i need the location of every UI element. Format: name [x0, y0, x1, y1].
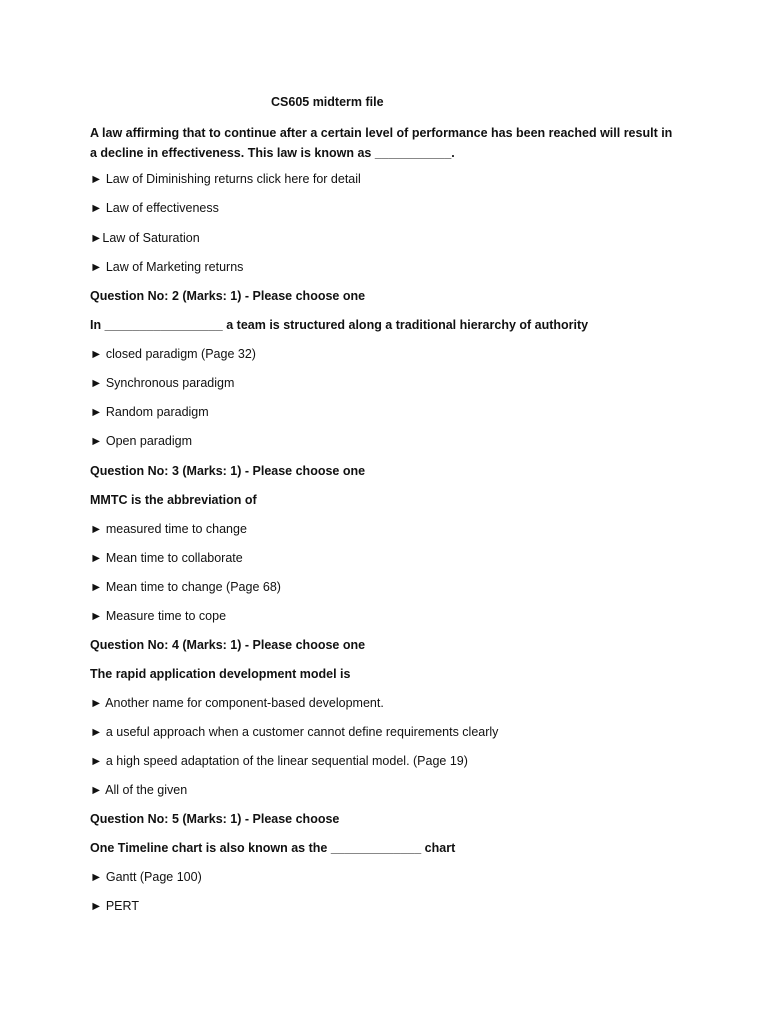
question-5-header: Question No: 5 (Marks: 1) - Please choose [90, 812, 340, 826]
question-3-header: Question No: 3 (Marks: 1) - Please choose one [90, 464, 366, 478]
q2-option-b: ► Synchronous paradigm [90, 376, 235, 390]
q2-option-a: ► closed paradigm (Page 32) [90, 347, 256, 361]
question-2-text: In _________________ a team is structured along a traditional hierarchy of authority [90, 318, 589, 332]
question-4-text: The rapid application development model is [90, 667, 351, 681]
q1-option-c: ►Law of Saturation [90, 231, 200, 245]
q3-option-b: ► Mean time to collaborate [90, 551, 243, 565]
q4-option-b: ► a useful approach when a customer cannot define requirements clearly [90, 725, 499, 739]
document-title: CS605 midterm file [271, 95, 384, 109]
q3-option-c: ► Mean time to change (Page 68) [90, 580, 281, 594]
question-5-text: One Timeline chart is also known as the _____________ chart [90, 841, 456, 855]
q1-option-d: ► Law of Marketing returns [90, 260, 244, 274]
q5-option-b: ► PERT [90, 899, 139, 913]
q3-option-d: ► Measure time to cope [90, 609, 227, 623]
q3-option-a: ► measured time to change [90, 522, 247, 536]
q4-option-d: ► All of the given [90, 783, 188, 797]
q4-option-c: ► a high speed adaptation of the linear sequential model. (Page 19) [90, 754, 468, 768]
question-1-text: A law affirming that to continue after a certain level of performance has been reached will result in a decline in effectiveness. This law is known as ___________. [90, 126, 673, 160]
q2-option-c: ► Random paradigm [90, 405, 209, 419]
question-4-header: Question No: 4 (Marks: 1) - Please choose one [90, 638, 366, 652]
q1-option-a: ► Law of Diminishing returns click here for detail [90, 172, 361, 186]
q5-option-a: ► Gantt (Page 100) [90, 870, 202, 884]
q4-option-a: ► Another name for component-based development. [90, 696, 384, 710]
question-2-header: Question No: 2 (Marks: 1) - Please choose one [90, 289, 366, 303]
question-3-text: MMTC is the abbreviation of [90, 493, 257, 507]
q2-option-d: ► Open paradigm [90, 434, 193, 448]
q1-option-b: ► Law of effectiveness [90, 201, 219, 215]
